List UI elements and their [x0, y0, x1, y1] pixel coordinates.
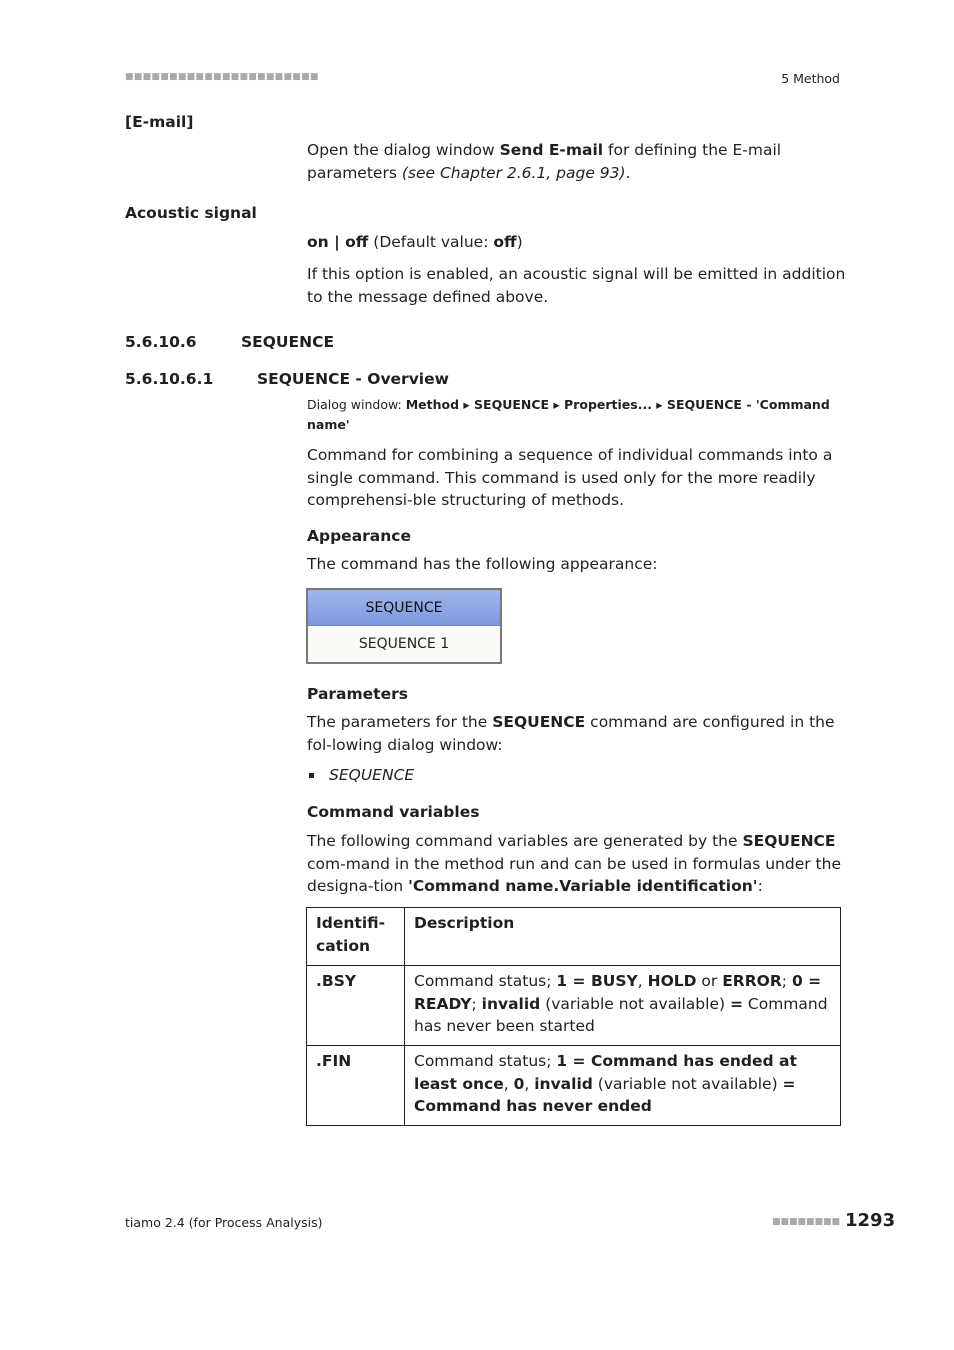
email-description: Open the dialog window Send E-mail for defining the E-mail parameters (see Chapter 2.6.1, page 93). — [307, 141, 782, 182]
sequence-command-widget — [306, 588, 502, 664]
widget-title: SEQUENCE — [308, 590, 500, 626]
description-part: invalid — [481, 994, 541, 1013]
header-identification: Identifi-cation — [307, 908, 405, 966]
table-row — [307, 966, 841, 1046]
parameters-text: The parameters for the SEQUENCE command are configured in the fol-lowing dialog window: — [307, 713, 835, 754]
description-part: (variable not available) — [592, 1074, 783, 1093]
description-part: = — [729, 994, 743, 1013]
email-term: [E-mail] — [125, 113, 194, 131]
description-part: ERROR — [722, 972, 782, 990]
variable-description — [405, 1046, 841, 1126]
description-part: 1 = Command has ended at least once — [414, 1052, 797, 1093]
subsection-title: SEQUENCE - Overview — [257, 370, 449, 388]
dialog-path: Dialog window: Method ▸ SEQUENCE ▸ Properties... ▸ SEQUENCE - 'Command name' — [307, 397, 830, 432]
table-row — [307, 1046, 841, 1126]
appearance-heading: Appearance — [307, 527, 411, 545]
intro-text: Command for combining a sequence of individual commands into a single command. This command is used only for the more readily comprehensi-ble structuring of methods. — [307, 446, 833, 509]
appearance-text: The command has the following appearance: — [307, 555, 658, 573]
description-part: Command has never been started — [414, 994, 828, 1035]
sequence-dialog-link[interactable]: SEQUENCE — [329, 766, 415, 784]
bullet-marker — [309, 773, 314, 778]
variable-id: .BSY — [307, 966, 405, 1046]
description-part: , — [524, 1074, 535, 1093]
description-part: 0 — [513, 1074, 525, 1093]
description-part: , — [637, 972, 648, 990]
chapter-label: 5 Method — [781, 71, 840, 86]
description-part: invalid — [534, 1074, 593, 1093]
command-variables-table — [306, 907, 841, 1126]
parameters-heading: Parameters — [307, 685, 408, 703]
description-part: (variable not available) — [540, 994, 730, 1013]
command-variables-heading: Command variables — [307, 803, 480, 821]
section-title: SEQUENCE — [241, 333, 335, 351]
description-part: HOLD — [647, 972, 697, 990]
variable-id: .FIN — [307, 1046, 405, 1126]
acoustic-description: If this option is enabled, an acoustic signal will be emitted in addition to the message defined above. — [307, 265, 846, 306]
description-part: 0 = READY — [414, 972, 822, 1013]
footer-product: tiamo 2.4 (for Process Analysis) — [125, 1215, 323, 1230]
header-description: Description — [405, 908, 841, 966]
command-variables-text: The following command variables are generated by the SEQUENCE com-mand in the method run and can be used in formulas under the designa-tion 'Command name.Variable identification': — [307, 832, 841, 895]
subsection-number: 5.6.10.6.1 — [125, 370, 214, 388]
widget-name: SEQUENCE 1 — [358, 636, 450, 652]
acoustic-term: Acoustic signal — [125, 204, 257, 222]
variable-description — [405, 966, 841, 1046]
description-part: ; — [471, 994, 482, 1013]
section-number: 5.6.10.6 — [125, 333, 197, 351]
acoustic-options: on | off (Default value: off) — [307, 233, 523, 251]
description-part: or — [696, 972, 723, 990]
header-decoration: ■■■■■■■■■■■■■■■■■■■■■■ — [125, 72, 319, 82]
table-header-row — [307, 908, 841, 966]
description-part: = Command has never ended — [414, 1074, 796, 1115]
chapter-reference-link[interactable]: (see Chapter 2.6.1, page 93) — [401, 163, 626, 182]
page-number: 1293 — [845, 1210, 896, 1231]
description-part: , — [503, 1074, 514, 1093]
description-part: Command status; — [414, 972, 557, 990]
description-part: Command status; — [414, 1052, 557, 1070]
description-part: ; — [781, 972, 792, 990]
description-part: 1 = BUSY — [556, 972, 638, 990]
footer-decoration: ■■■■■■■■ — [772, 1217, 841, 1227]
